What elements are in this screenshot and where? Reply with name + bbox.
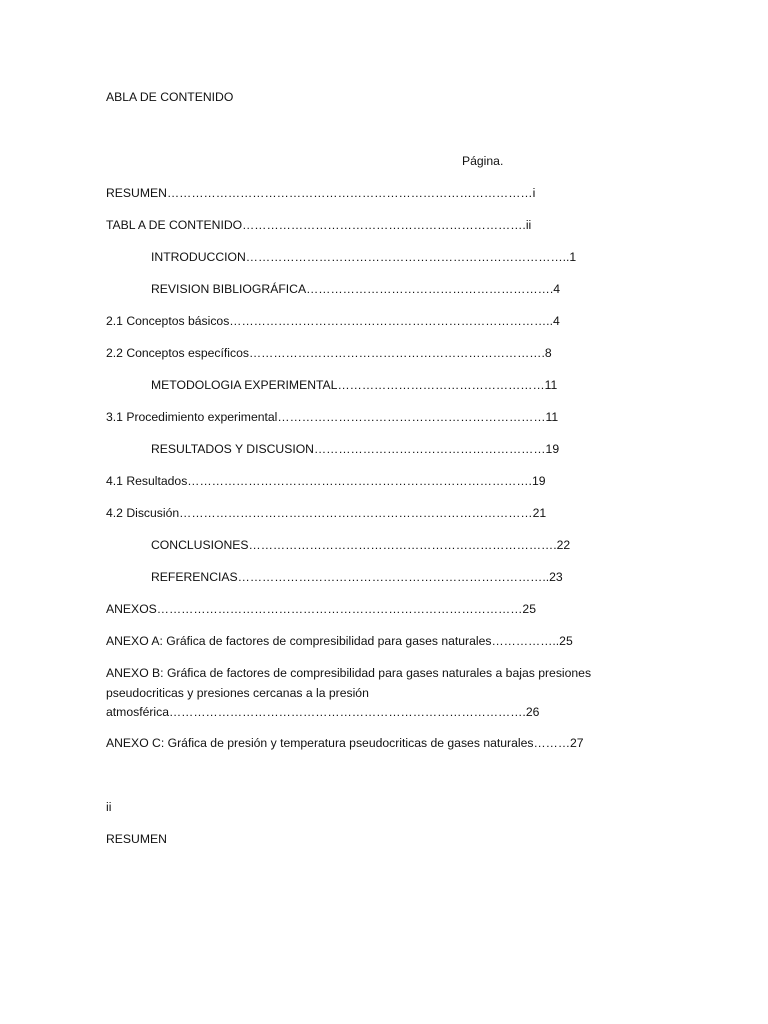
toc-entry-discusion: 4.2 Discusión……………………………………………………………………………21 — [106, 506, 547, 520]
toc-entry-tabla-de-contenido: TABL A DE CONTENIDO…………………………………………………………….ii — [106, 218, 532, 232]
toc-entry-resultados-y-discusion: RESULTADOS Y DISCUSION…………………………………………………19 — [151, 442, 560, 456]
toc-entry-conclusiones: CONCLUSIONES………………………………………………………………….22 — [151, 538, 571, 552]
toc-entry-anexo-a: ANEXO A: Gráfica de factores de compresibilidad para gases naturales……………..25 — [106, 634, 573, 648]
toc-entry-anexo-b: ANEXO B: Gráfica de factores de compresibilidad para gases naturales a bajas presiones pseudocriticas y presiones cercanas a la presión atmosférica…………………………………………………………………………….26 — [106, 666, 592, 719]
toc-entry-revision-bibliografica: REVISION BIBLIOGRÁFICA…………………………………………………….4 — [151, 282, 561, 296]
toc-entry-metodologia-experimental: METODOLOGIA EXPERIMENTAL……………………………………………11 — [151, 378, 558, 392]
page-number: ii — [106, 800, 112, 814]
toc-entry-procedimiento-experimental: 3.1 Procedimiento experimental…………………………………………………………11 — [106, 410, 559, 424]
toc-entry-conceptos-especificos: 2.2 Conceptos específicos……………………………………………………………….8 — [106, 346, 552, 360]
toc-entry-conceptos-basicos: 2.1 Conceptos básicos……………………………………………………………………..4 — [106, 314, 560, 328]
toc-entry-anexo-c: ANEXO C: Gráfica de presión y temperatura pseudocriticas de gases naturales………27 — [106, 736, 584, 750]
toc-heading: ABLA DE CONTENIDO — [106, 90, 234, 104]
toc-entry-resumen: RESUMEN………………………………………………………………………………i — [106, 186, 536, 200]
toc-entry-resultados: 4.1 Resultados………………………………………………………………………….19 — [106, 474, 546, 488]
toc-entry-referencias: REFERENCIAS…………………………………………………………………..23 — [151, 570, 563, 584]
toc-entry-introduccion: INTRODUCCION……………………………………………………………………..1 — [151, 250, 577, 264]
toc-entry-anexos: ANEXOS………………………………………………………………………………25 — [106, 602, 536, 616]
page-column-label: Página. — [462, 154, 504, 168]
section-heading-resumen: RESUMEN — [106, 832, 167, 846]
